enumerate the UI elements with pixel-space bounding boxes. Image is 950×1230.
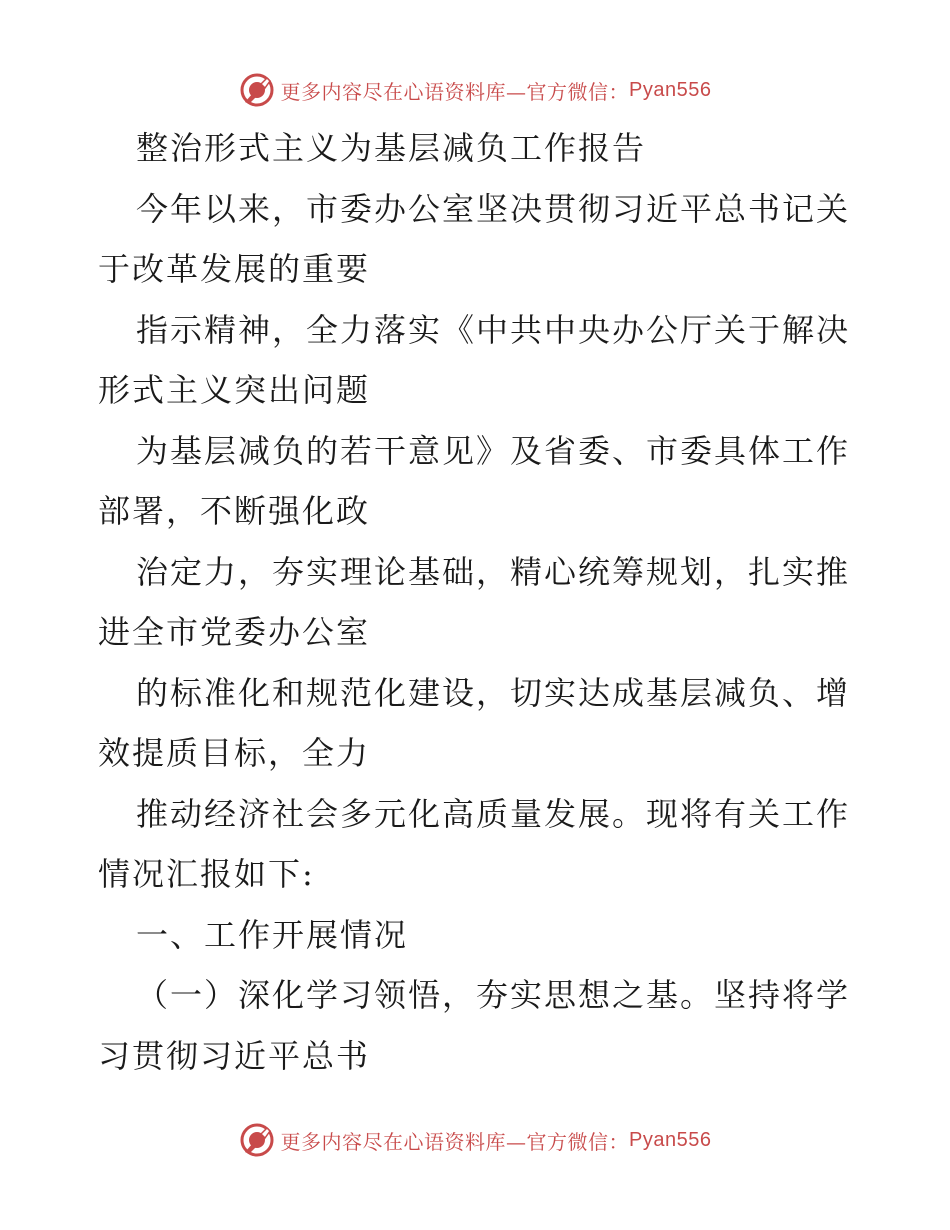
document-title: 整治形式主义为基层减负工作报告 [136, 129, 647, 167]
paragraph-line: 推动经济社会多元化高质量发展。现将有关工作 [136, 794, 851, 833]
paragraph-line: 指示精神，全力落实《中共中央办公厅关于解决 [136, 310, 851, 349]
footer-watermark-banner [0, 1120, 950, 1160]
document-body [98, 118, 858, 1086]
paragraph-line: 今年以来，市委办公室坚决贯彻习近平总书记关 [136, 189, 851, 228]
paragraph-line: 于改革发展的重要 [98, 250, 371, 288]
paragraph-line: 情况汇报如下: [98, 855, 315, 893]
banner-text: 更多内容尽在心语资料库—官方微信： [280, 1129, 630, 1154]
paragraph-line: 形式主义突出问题 [98, 371, 371, 409]
paragraph-line: 的标准化和规范化建设，切实达成基层减负、增 [136, 673, 851, 712]
paragraph-line: 部署，不断强化政 [98, 492, 371, 530]
paragraph-line: 治定力，夯实理论基础，精心统筹规划，扎实推 [136, 552, 851, 591]
banner-text: 更多内容尽在心语资料库—官方微信： [280, 79, 630, 104]
header-watermark-banner [0, 70, 950, 110]
pen-logo-icon [239, 72, 275, 108]
banner-wechat-id: Pyan556 [629, 1128, 712, 1151]
paragraph-line: 为基层减负的若干意见》及省委、市委具体工作 [136, 431, 851, 470]
subsection-heading-line: （一）深化学习领悟，夯实思想之基。坚持将学 [136, 976, 851, 1014]
paragraph-line: 效提质目标，全力 [98, 734, 371, 772]
banner-wechat-id: Pyan556 [629, 78, 712, 101]
paragraph-line: 习贯彻习近平总书 [98, 1036, 371, 1075]
paragraph-line: 进全市党委办公室 [98, 613, 371, 651]
section-heading: 一、工作开展情况 [136, 915, 409, 954]
pen-logo-icon [239, 1122, 275, 1158]
